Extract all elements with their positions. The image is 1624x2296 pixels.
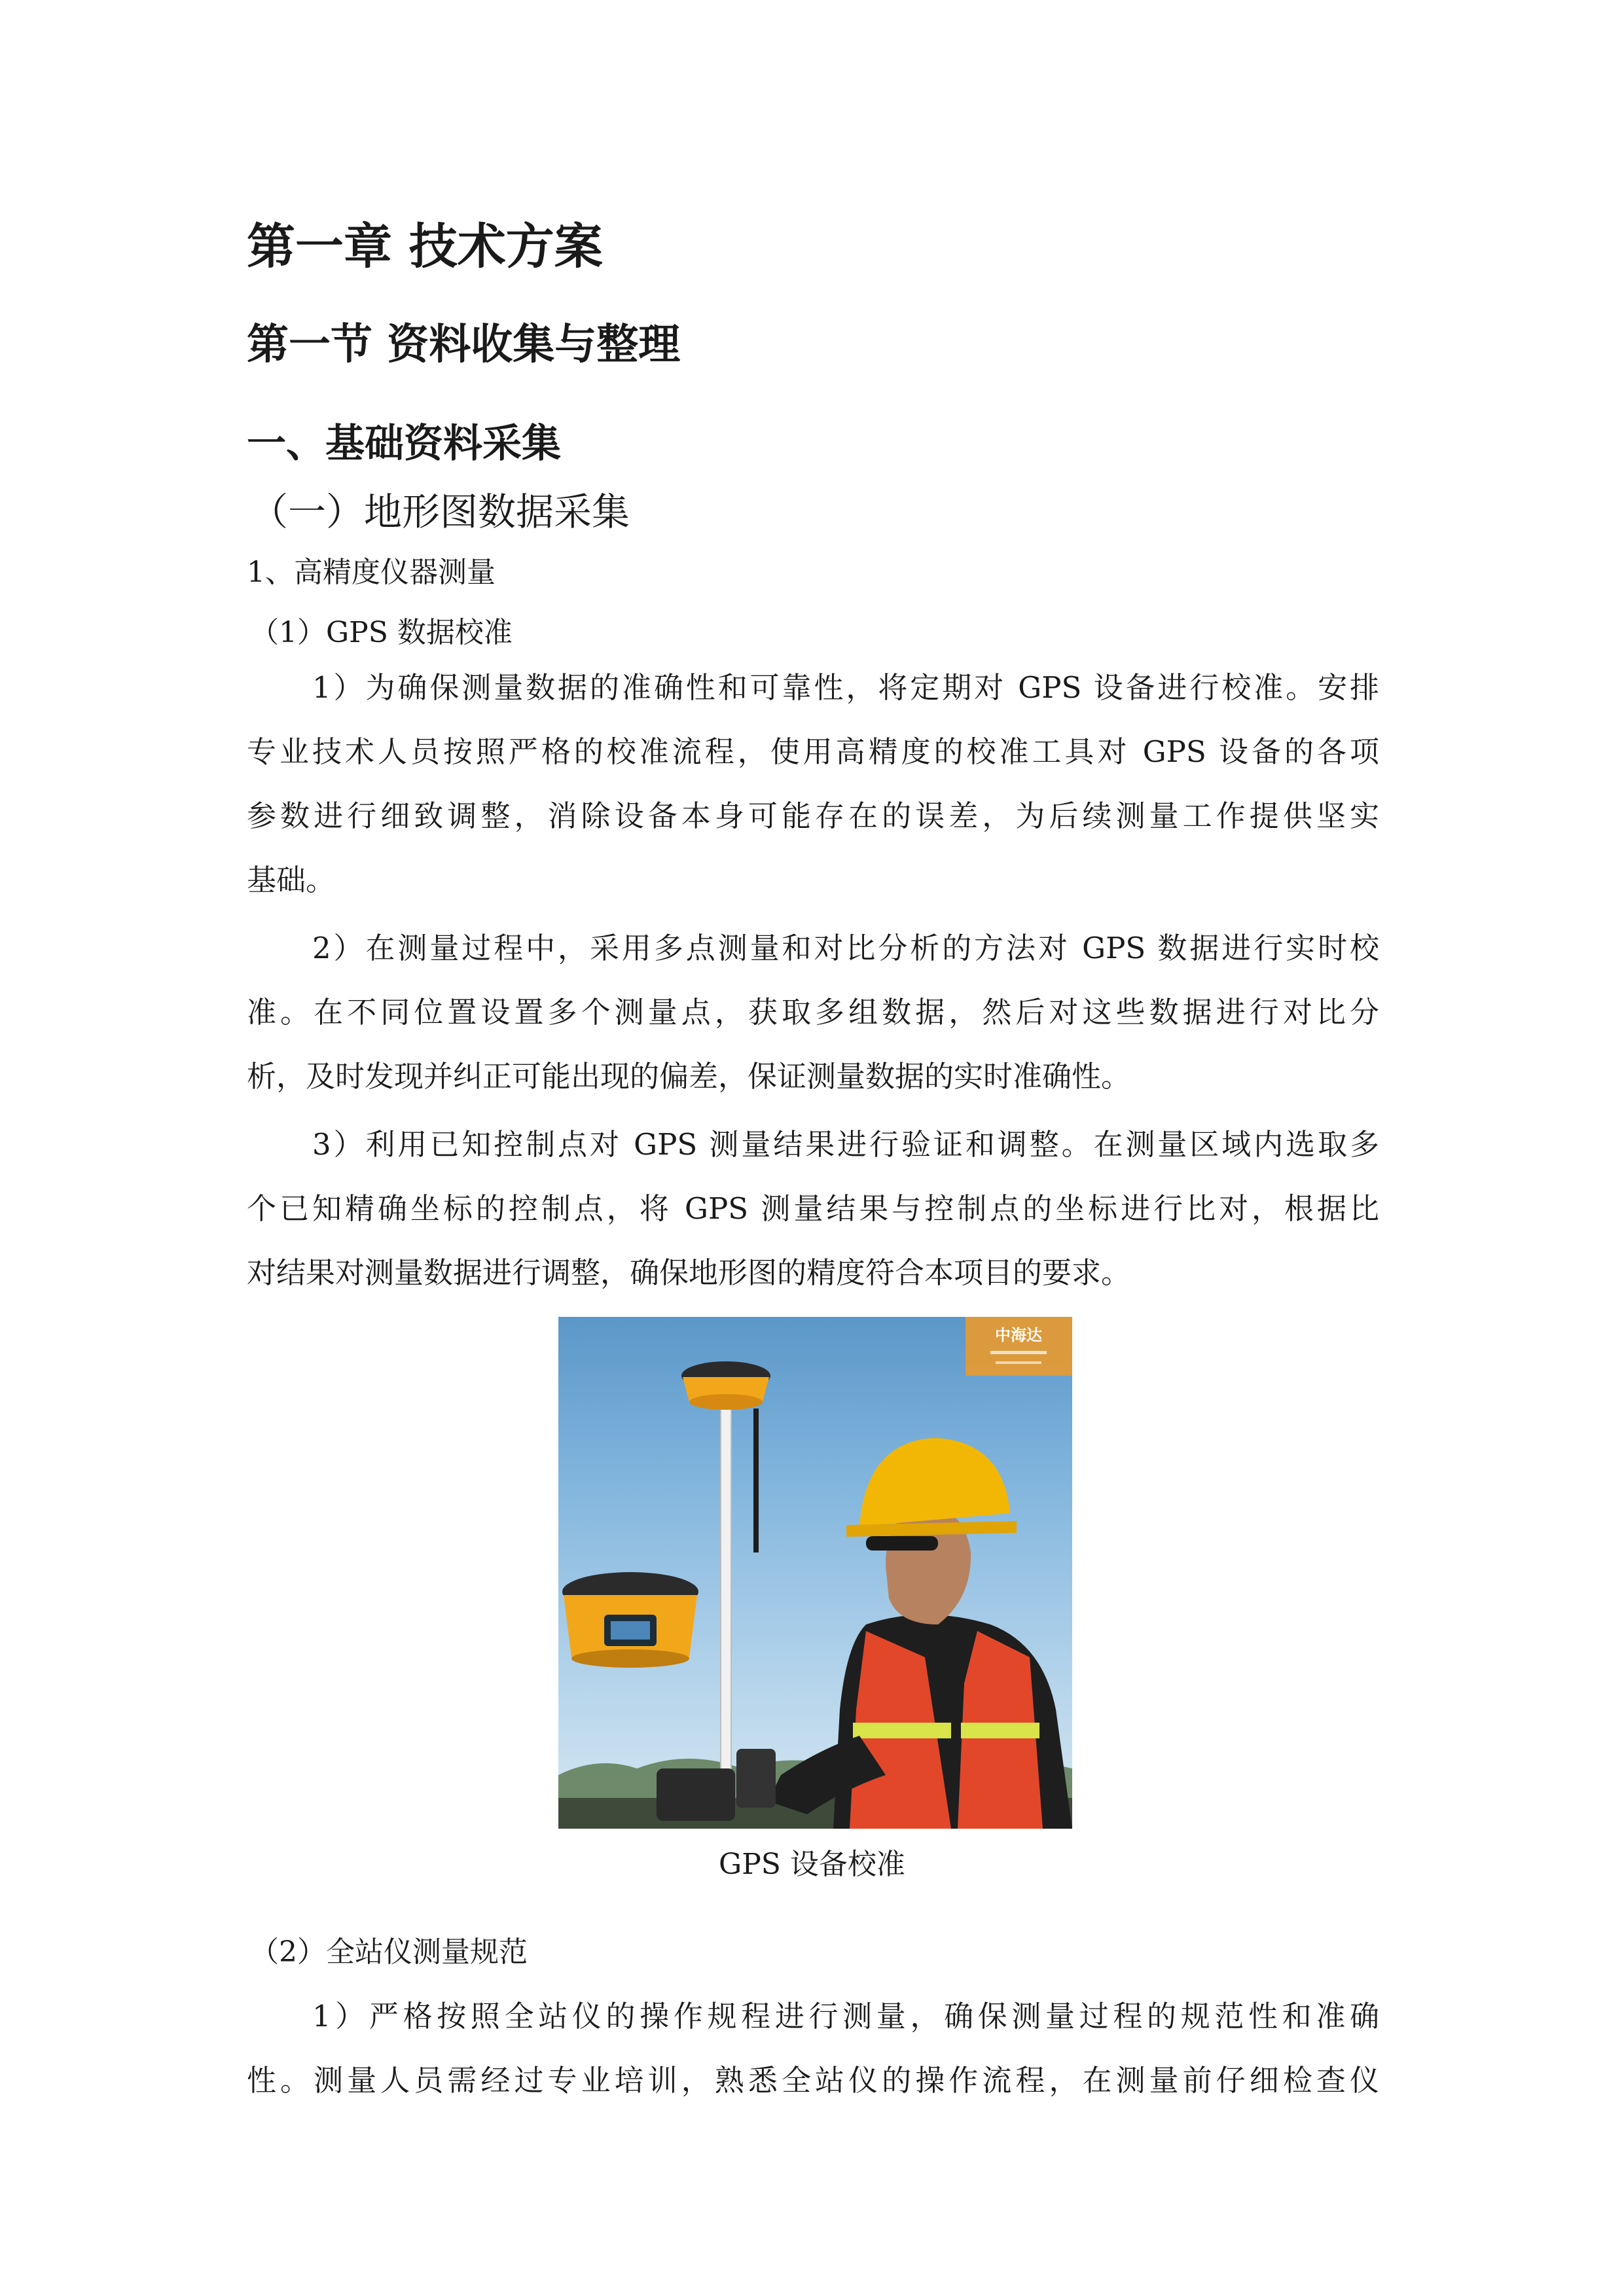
paragraph-line: 析，及时发现并纠正可能出现的偏差，保证测量数据的实时准确性。 (247, 1059, 1131, 1094)
subsection-title: 一、基础资料采集 (247, 421, 561, 467)
photo-caption: GPS 设备校准 (719, 1848, 905, 1881)
paragraph-line: 基础。 (247, 863, 336, 897)
paragraph-4 (247, 1984, 1379, 2113)
paragraph-line: 3）利用已知控制点对 GPS 测量结果进行验证和调整。在测量区域内选取多 (312, 1127, 1379, 1162)
paragraph-line: 参数进行细致调整，消除设备本身可能存在的误差，为后续测量工作提供坚实 (247, 798, 1379, 833)
gps-calibration-photo (558, 1317, 1072, 1829)
gps-photo-illustration (558, 1317, 1072, 1829)
paragraph-line: 2）在测量过程中，采用多点测量和对比分析的方法对 GPS 数据进行实时校 (312, 931, 1379, 965)
paragraph-line: 专业技术人员按照严格的校准流程，使用高精度的校准工具对 GPS 设备的各项 (247, 734, 1379, 769)
paragraph-line: 对结果对测量数据进行调整，确保地形图的精度符合本项目的要求。 (247, 1255, 1131, 1290)
paragraph-line: 1）严格按照全站仪的操作规程进行测量，确保测量过程的规范性和准确 (312, 1999, 1379, 2034)
item-1-title: 1、高精度仪器测量 (247, 556, 496, 589)
paragraph-line: 个已知精确坐标的控制点，将 GPS 测量结果与控制点的坐标进行比对，根据比 (247, 1191, 1379, 1226)
paragraph-line: 性。测量人员需经过专业培训，熟悉全站仪的操作流程，在测量前仔细检查仪 (247, 2063, 1379, 2098)
item-1-2-title: （2）全站仪测量规范 (250, 1935, 528, 1969)
paragraph-line: 1）为确保测量数据的准确性和可靠性，将定期对 GPS 设备进行校准。安排 (312, 670, 1379, 705)
item-1-1-title: （1）GPS 数据校准 (250, 616, 513, 649)
brand-label: 中海达 (995, 1326, 1042, 1344)
section-title: 第一节 资料收集与整理 (247, 321, 681, 369)
paragraph-3 (247, 1113, 1379, 1305)
chapter-title: 第一章 技术方案 (247, 219, 603, 275)
paragraph-1 (247, 656, 1379, 912)
sub-subsection-title: （一）地形图数据采集 (250, 490, 630, 534)
paragraph-line: 准。在不同位置设置多个测量点，获取多组数据，然后对这些数据进行对比分 (247, 995, 1379, 1030)
paragraph-2 (247, 916, 1379, 1109)
